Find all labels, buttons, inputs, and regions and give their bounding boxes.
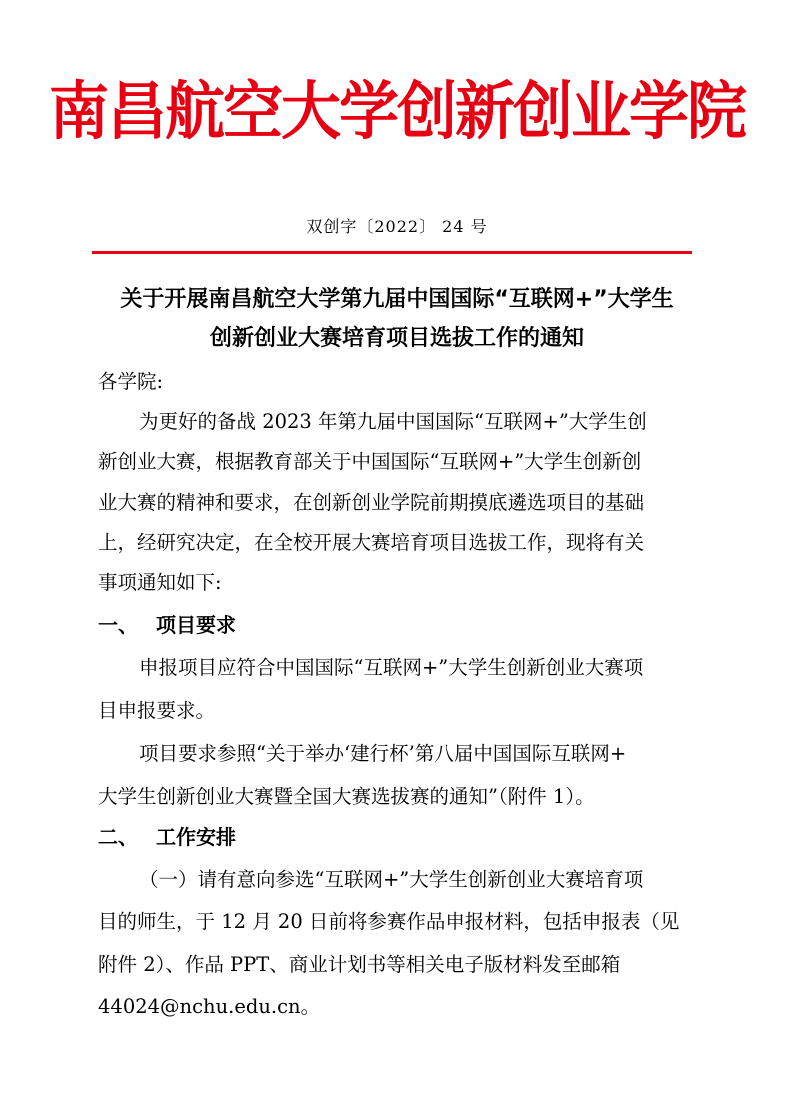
notice-title-line-1: 关于开展南昌航空大学第九届中国国际“互联网+”大学生 xyxy=(120,287,674,312)
document-number: 双创字〔2022〕 24 号 xyxy=(306,217,488,236)
intro-line: 业大赛的精神和要求，在创新创业学院前期摸底遴选项目的基础 xyxy=(98,491,645,514)
intro-line: 事项通知如下: xyxy=(98,571,222,594)
section2-paragraph-line: 目的师生，于 12 月 20 日前将参赛作品申报材料，包括申报表（见 xyxy=(98,910,680,933)
intro-line: 为更好的备战 2023 年第九届中国国际“互联网+”大学生创 xyxy=(139,410,647,433)
notice-title-line-2: 创新创业大赛培育项目选拔工作的通知 xyxy=(209,326,584,351)
section1-paragraph-line: 目申报要求。 xyxy=(98,699,216,722)
section-heading-2 xyxy=(98,823,236,851)
section-heading-1 xyxy=(98,611,236,639)
section-number: 二、 xyxy=(98,825,138,849)
section-title: 工作安排 xyxy=(156,825,236,849)
section1-paragraph-line: 大学生创新创业大赛暨全国大赛选拔赛的通知”（附件 1）。 xyxy=(98,785,595,808)
section-number: 一、 xyxy=(98,613,138,637)
section1-paragraph-line: 申报项目应符合中国国际“互联网+”大学生创新创业大赛项 xyxy=(139,656,644,679)
intro-line: 上，经研究决定，在全校开展大赛培育项目选拔工作，现将有关 xyxy=(98,531,645,554)
section1-paragraph-line: 项目要求参照“关于举办‘建行杯’第八届中国国际互联网+ xyxy=(139,742,627,765)
salutation: 各学院: xyxy=(98,370,164,393)
org-header-title: 南昌航空大学创新创业学院 xyxy=(49,75,745,149)
section2-paragraph-line: （一）请有意向参选“互联网+”大学生创新创业大赛培育项 xyxy=(139,868,644,891)
section2-paragraph-line: 附件 2）、作品 PPT、商业计划书等相关电子版材料发至邮箱 xyxy=(98,953,621,976)
section-title: 项目要求 xyxy=(156,613,236,637)
red-divider-line xyxy=(92,251,692,254)
email-address-line: 44024@nchu.edu.cn。 xyxy=(98,995,321,1018)
intro-line: 新创业大赛，根据教育部关于中国国际“互联网+”大学生创新创 xyxy=(98,450,642,473)
